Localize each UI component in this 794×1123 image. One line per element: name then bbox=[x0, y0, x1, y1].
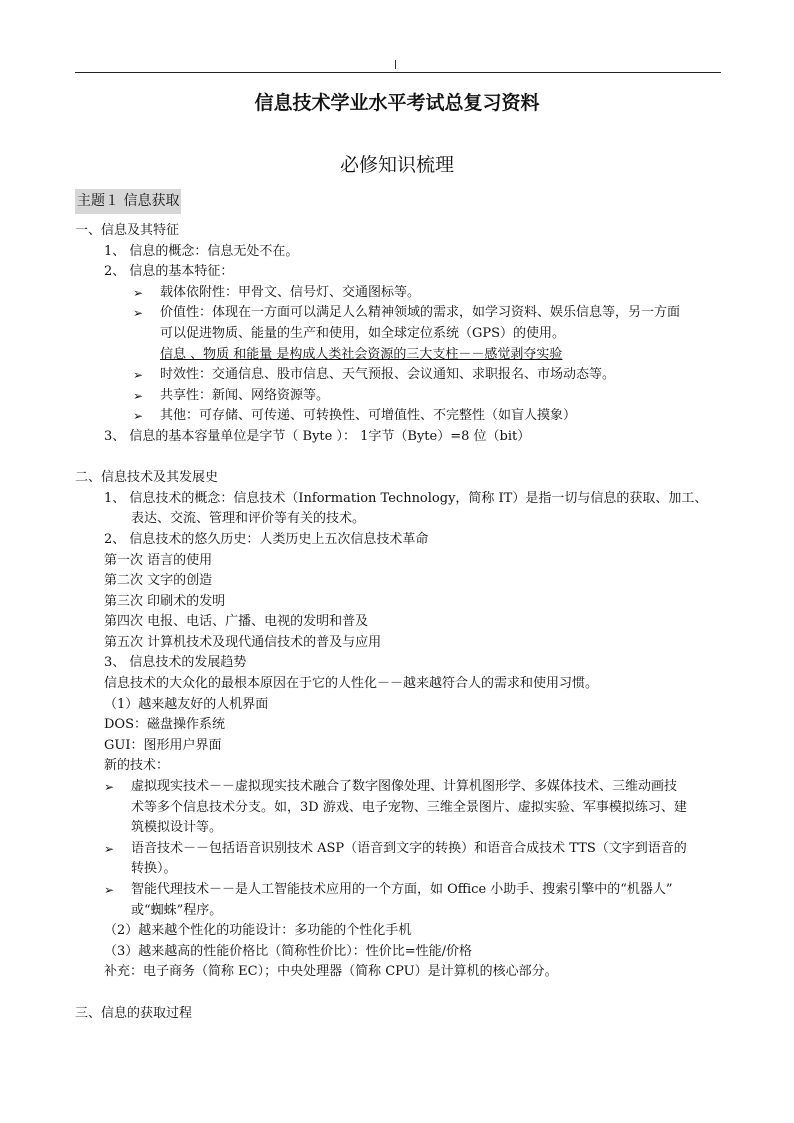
bullet-continuation: 可以促进物质、能量的生产和使用，如全球定位系统（GPS）的使用。 bbox=[160, 325, 566, 341]
paragraph: 补充：电子商务（简称 EC）；中央处理器（简称 CPU）是计算机的核心部分。 bbox=[104, 964, 558, 980]
revolution-row: 第五次 计算机技术及现代通信技术的普及与应用 bbox=[104, 634, 382, 650]
revolution-row: 第二次 文字的创造 bbox=[104, 573, 213, 589]
bullet-item: ➢ 语音技术－－包括语音识别技术 ASP（语音到文字的转换）和语音合成技术 TTS（文字到语音的 bbox=[75, 839, 725, 860]
paragraph: （2）越来越个性化的功能设计：多功能的个性化手机 bbox=[104, 923, 412, 939]
bullet-item: ➢ 共享性：新闻、网络资源等。 bbox=[75, 386, 725, 407]
bullet-item: ➢ 载体依附性：甲骨文、信号灯、交通图标等。 bbox=[75, 283, 725, 304]
arrow-bullet-icon: ➢ bbox=[133, 409, 144, 424]
paragraph: DOS：磁盘操作系统 bbox=[104, 717, 225, 733]
section-heading: 一、信息及其特征 bbox=[75, 223, 180, 238]
header-rule bbox=[75, 72, 721, 73]
bullet-continuation: 术等多个信息技术分支。如，3D 游戏、电子宠物、三维全景图片、虚拟实验、军事模拟练习、建 bbox=[131, 799, 687, 815]
arrow-bullet-icon: ➢ bbox=[133, 388, 144, 403]
paragraph: （3）越来越高的性能价格比（简称性价比）：性价比=性能/价格 bbox=[104, 943, 473, 959]
paragraph: GUI：图形用户界面 bbox=[104, 737, 222, 753]
spacer bbox=[75, 448, 725, 469]
paragraph: 信息技术的大众化的最根本原因在于它的人性化－－越来越符合人的需求和使用习惯。 bbox=[104, 676, 599, 692]
section-heading: 二、信息技术及其发展史 bbox=[75, 470, 219, 486]
bullet-item: ➢ 价值性：体现在一方面可以满足人么精神领域的需求，如学习资料、娱乐信息等，另一方面 bbox=[75, 303, 725, 324]
document-subtitle: 必修知识梳理 bbox=[339, 154, 454, 176]
list-item: 3、 信息的基本容量单位是字节（ Byte ）： 1字节（Byte）=8 位（bit） bbox=[104, 428, 531, 444]
document-body bbox=[75, 221, 725, 1024]
underlined-note: 信息 、物质 和能量 是构成人类社会资源的三大支柱－－感觉剥夺实验 bbox=[160, 346, 563, 362]
document-title: 信息技术学业水平考试总复习资料 bbox=[254, 92, 540, 114]
header-mark bbox=[395, 60, 396, 69]
topic-heading: 主题１ 信息获取 bbox=[75, 189, 181, 214]
bullet-item: ➢ 其他：可存储、可传递、可转换性、可增值性、不完整性（如盲人摸象） bbox=[75, 406, 725, 427]
list-item: 2、 信息技术的悠久历史：人类历史上五次信息技术革命 bbox=[104, 531, 429, 547]
list-item: 1、 信息技术的概念：信息技术（Information Technology，简称 IT）是指一切与信息的获取、加工、 bbox=[104, 490, 708, 506]
revolution-row: 第四次 电报、电话、广播、电视的发明和普及 bbox=[104, 614, 369, 630]
arrow-bullet-icon: ➢ bbox=[104, 780, 115, 795]
arrow-bullet-icon: ➢ bbox=[133, 285, 144, 300]
revolution-row: 第一次 语言的使用 bbox=[104, 552, 213, 568]
bullet-item: ➢ 虚拟现实技术－－虚拟现实技术融合了数字图像处理、计算机图形学、多媒体技术、三维动画技 bbox=[75, 777, 725, 798]
list-item: 3、 信息技术的发展趋势 bbox=[104, 655, 247, 671]
list-item: 2、 信息的基本特征： bbox=[104, 264, 234, 280]
bullet-continuation: 或“蜘蛛”程序。 bbox=[131, 902, 223, 918]
arrow-bullet-icon: ➢ bbox=[133, 306, 144, 321]
paragraph: （1）越来越友好的人机界面 bbox=[104, 696, 269, 712]
section-heading: 三、信息的获取过程 bbox=[75, 1005, 193, 1021]
bullet-item: ➢ 时效性：交通信息、股市信息、天气预报、会议通知、求职报名、市场动态等。 bbox=[75, 365, 725, 386]
paragraph: 新的技术： bbox=[104, 758, 170, 774]
arrow-bullet-icon: ➢ bbox=[104, 883, 115, 897]
bullet-continuation: 转换）。 bbox=[131, 861, 177, 877]
list-item: 1、 信息的概念：信息无处不在。 bbox=[104, 243, 299, 259]
spacer bbox=[75, 983, 725, 1004]
bullet-item: ➢ 智能代理技术－－是人工智能技术应用的一个方面，如 Office 小助手、搜索引擎中的“机器人” bbox=[75, 880, 725, 901]
revolution-row: 第三次 印刷术的发明 bbox=[104, 593, 226, 609]
arrow-bullet-icon: ➢ bbox=[104, 841, 115, 856]
arrow-bullet-icon: ➢ bbox=[133, 368, 144, 383]
list-item-continuation: 表达、交流、管理和评价等有关的技术。 bbox=[131, 511, 366, 527]
bullet-continuation: 筑模拟设计等。 bbox=[131, 820, 223, 836]
